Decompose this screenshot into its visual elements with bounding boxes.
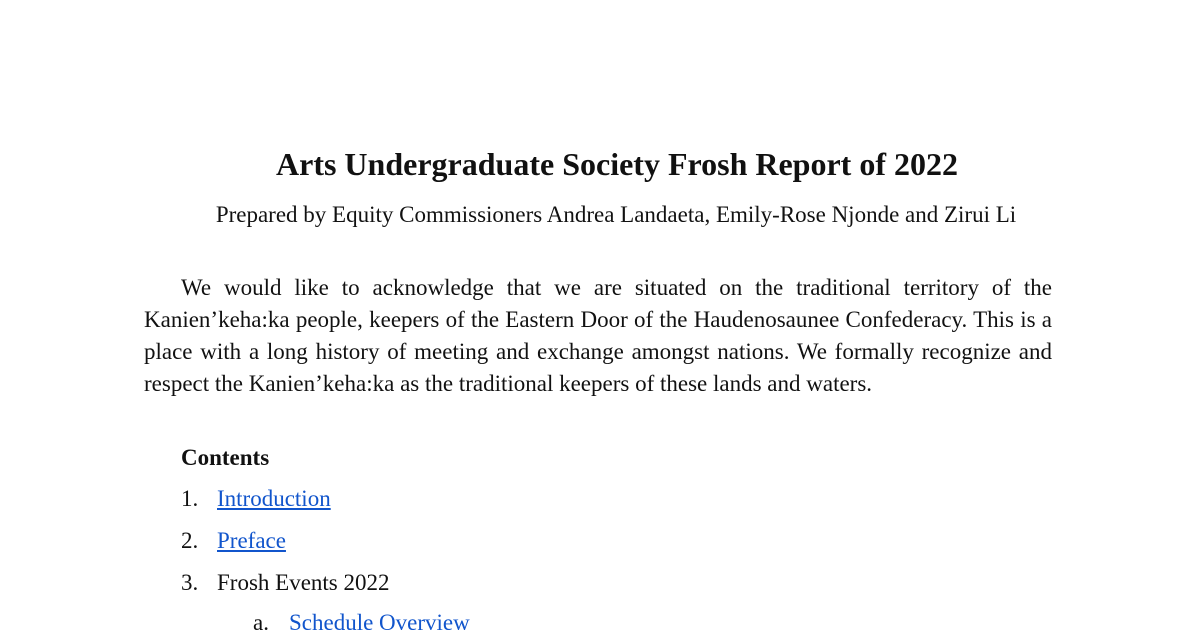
toc-item-frosh-events [181, 568, 390, 598]
toc-link-preface[interactable]: Preface [217, 528, 286, 553]
land-acknowledgement: We would like to acknowledge that we are situated on the traditional territory of the Kanien’keha:ka people, keepers of the Eastern Door of the Haudenosaunee Confederacy. This is a place with a long history of meeting and exchange amongst nations. We formally recognize and respect the Kanien’keha:ka as the traditional keepers of these lands and waters. [144, 275, 1052, 396]
toc-marker: 1. [181, 486, 199, 511]
toc-marker: 3. [181, 570, 199, 595]
toc-link-schedule-overview[interactable]: Schedule Overview [289, 610, 470, 630]
document-subtitle: Prepared by Equity Commissioners Andrea Landaeta, Emily-Rose Njonde and Zirui Li [215, 202, 1017, 227]
toc-item-schedule-overview [253, 608, 470, 630]
toc-marker: a. [253, 610, 269, 630]
document-title: Arts Undergraduate Society Frosh Report of 2022 [276, 146, 958, 182]
toc-link-introduction[interactable]: Introduction [217, 486, 331, 511]
contents-heading: Contents [181, 445, 270, 470]
toc-item-introduction [181, 484, 331, 514]
toc-text-frosh-events: Frosh Events 2022 [217, 570, 390, 595]
toc-marker: 2. [181, 528, 199, 553]
toc-item-preface [181, 526, 286, 556]
